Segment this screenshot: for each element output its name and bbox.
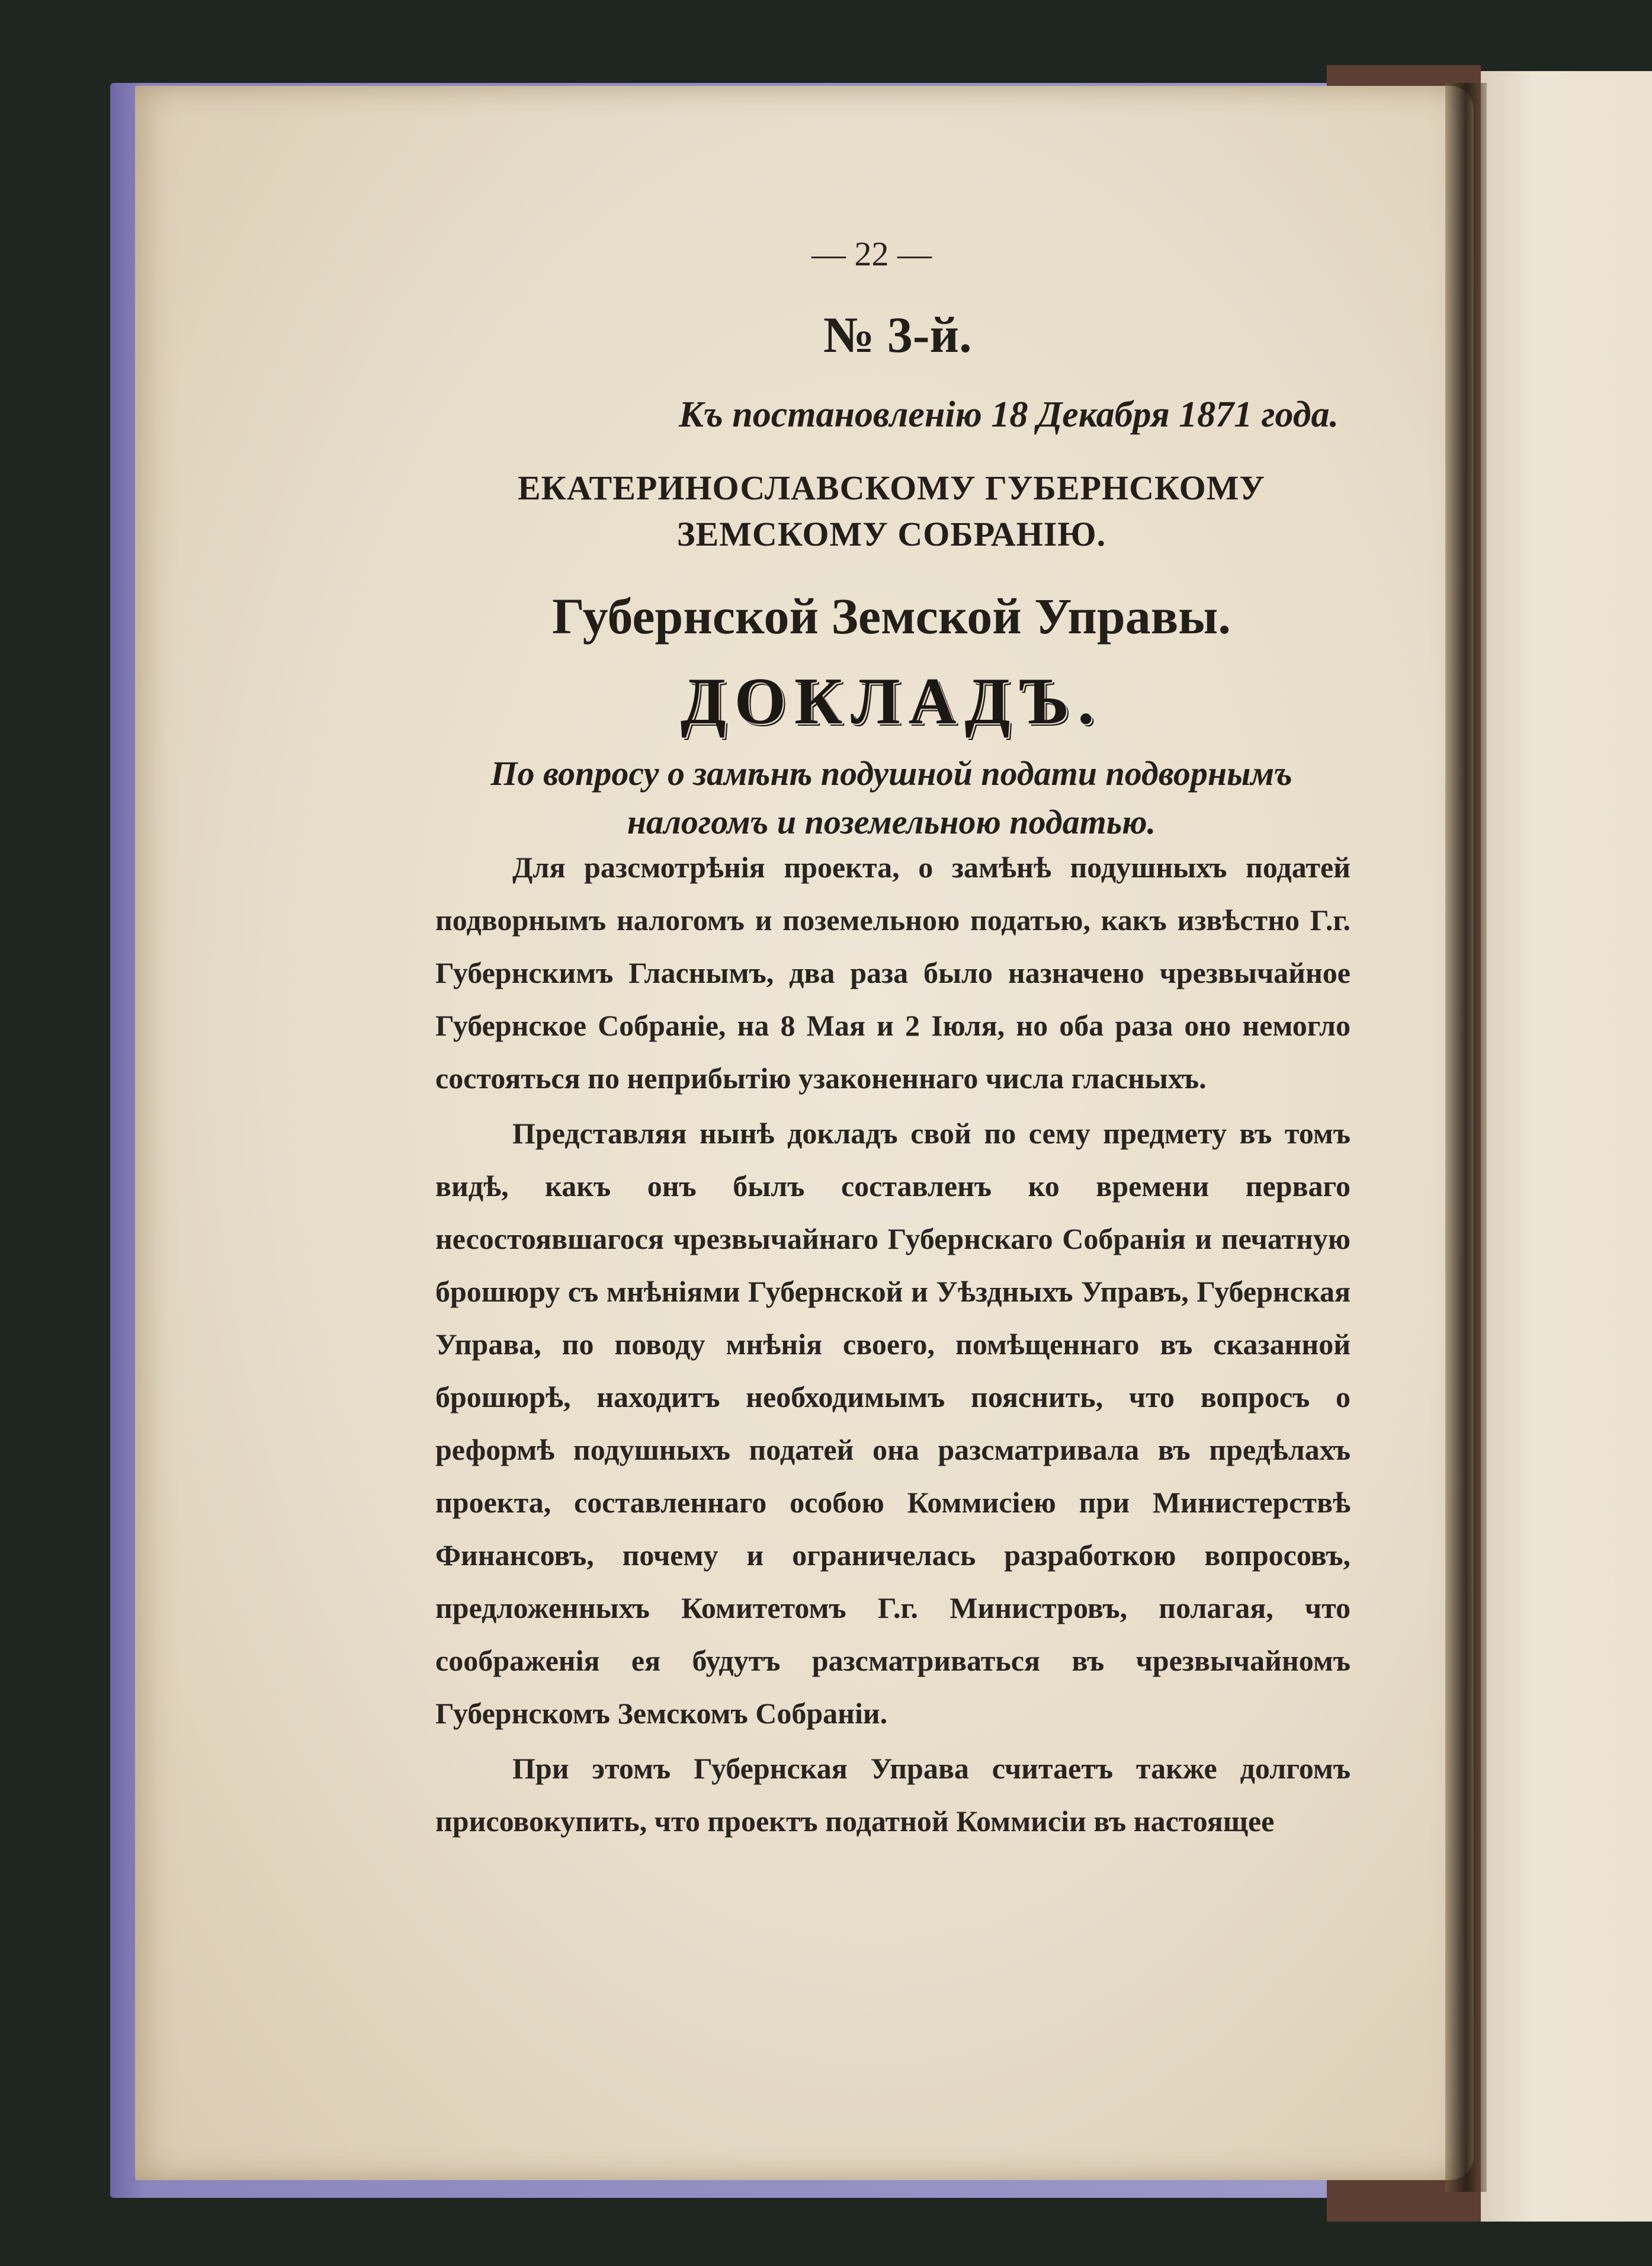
book-gutter (1445, 83, 1487, 2192)
paragraph: Представляя нынѣ докладъ свой по сему предмету въ томъ видѣ, какъ онъ былъ составленъ ко времени перваго несостоявшагося чрезвычайнаго Губернскаго Собранія и печатную брошюру съ мнѣніями Губернской и Уѣздныхъ Управъ, Губернская Управа, по поводу мнѣнія своего, помѣщеннаго въ сказанной брошюрѣ, находитъ необходимымъ пояснить, что вопросъ о реформѣ подушныхъ податей она разсматривала въ предѣлахъ проекта, составленнаго особою Коммисіею при Министерствѣ Финансовъ, почему и ограничелась разработкою вопросовъ, предложенныхъ Комитетомъ Г.г. Министровъ, полагая, что соображенія ея будутъ разсматриваться въ чрезвычайномъ Губернскомъ Земскомъ Собраніи. (435, 1117, 1351, 1730)
body-text (435, 841, 1351, 1850)
addressee-heading: ЕКАТЕРИНОСЛАВСКОМУ ГУБЕРНСКОМУ ЗЕМСКОМУ СОБРАНІЮ. (518, 469, 1265, 553)
issuer-heading: Губернской Земской Управы. (552, 588, 1231, 645)
document-title: ДОКЛАДЪ. (680, 665, 1103, 738)
document-number: № 3-й. (823, 306, 972, 363)
page-number: — 22 — (811, 235, 932, 273)
decree-reference: Къ постановленію 18 Декабря 1871 года. (679, 395, 1339, 435)
subject-line: По вопросу о замѣнѣ подушной подати подворнымъ налогомъ и поземельною податью. (490, 754, 1292, 841)
paragraph: Для разсмотрѣнія проекта, о замѣнѣ подушныхъ податей подворнымъ налогомъ и поземельною податью, какъ извѣстно Г.г. Губернскимъ Гласнымъ, два раза было назначено чрезвычайное Губернское Собраніе, на 8 Мая и 2 Іюля, но оба раза оно немогло состояться по неприбытію узаконеннаго числа гласныхъ. (435, 851, 1351, 1095)
paragraph: При этомъ Губернская Управа считаетъ также долгомъ присовокупить, что проектъ податной Коммисіи въ настоящее (435, 1752, 1351, 1838)
facing-page (1481, 71, 1652, 2222)
